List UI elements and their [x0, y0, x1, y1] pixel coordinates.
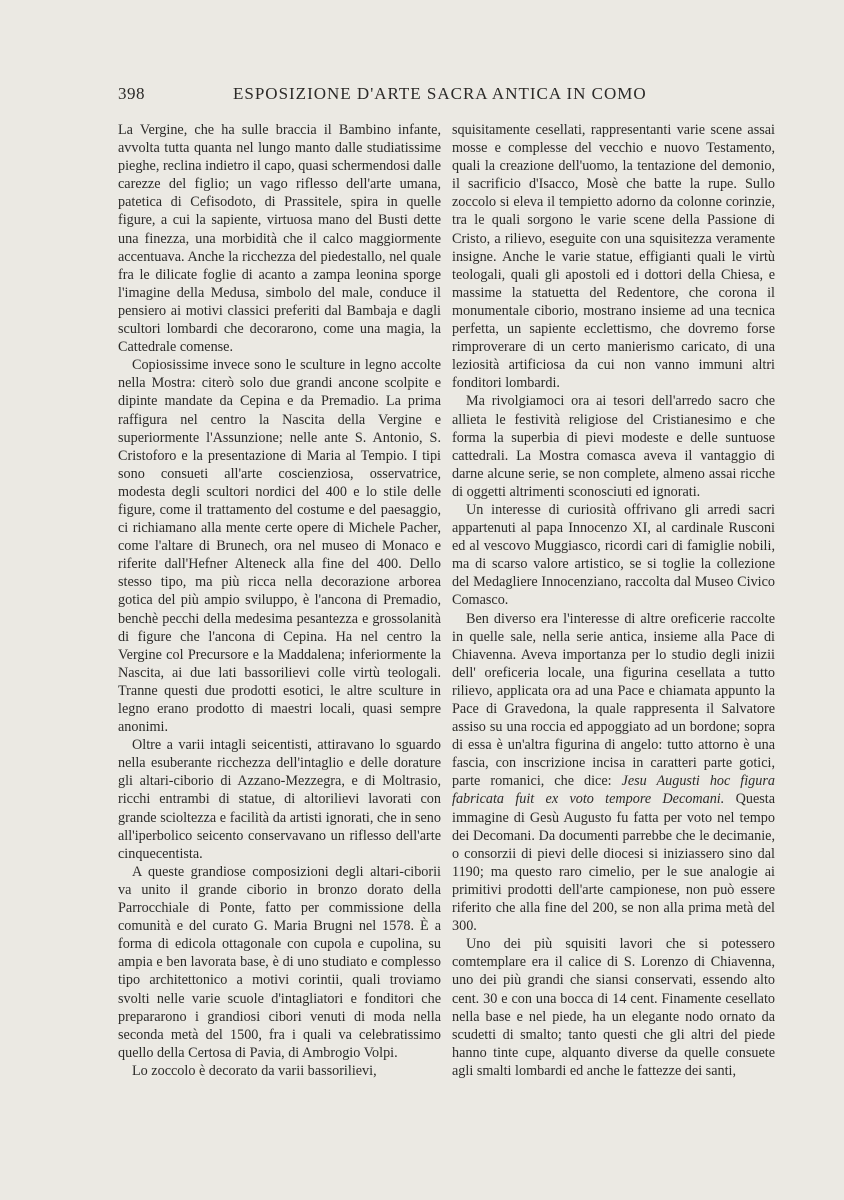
paragraph: Oltre a varii intagli seicentisti, attiravano lo sguardo nella esuberante ricchezza dell'intaglio e delle dorature gli altari-ciborio di Azzano-Mezzegra, e di Moltrasio, ricchi entrambi di statue, di altorilievi lavorati con grande scioltezza e facilità da artisti ignorati, che in seno all'iperbolico seicento conservavano un riflesso dell'arte cinquecentista. [118, 737, 441, 862]
right-column [452, 121, 775, 1080]
page-header [118, 84, 648, 108]
paragraph: squisitamente cesellati, rappresentanti varie scene assai mosse e complesse del vecchio e nuovo Testamento, quali la creazione dell'uomo, la tentazione del demonio, il sacrificio d'Isacco, Mosè che batte la rupe. Sullo zoccolo si eleva il tempietto adorno da colonne corinzie, tra le quali sorgono le varie scene della Passione di Cristo, a rilievo, eseguite con una squisitezza veramente insigne. Anche le varie statue, effigianti quali le virtù teologali, quali gli apostoli ed i dottori della Chiesa, e massime la statuetta del Redentore, che corona il monumentale ciborio, mostrano insieme ad una tecnica perfetta, un sapiente ecclettismo, che dovremo forse rimproverare di un certo manierismo caricato, di una leziosità artificiosa da cui non vanno immuni altri fonditori lombardi. [452, 122, 775, 392]
page-number: 398 [118, 84, 145, 103]
paragraph: Un interesse di curiosità offrivano gli arredi sacri appartenuti al papa Innocenzo XI, al cardinale Rusconi ed al vescovo Muggiasco, ricordi cari di famiglie nobili, ma di scarso valore artistico, se si toglie la collezione del Medagliere Innocenziano, raccolta dal Museo Civico Comasco. [452, 501, 775, 609]
paragraph: Uno dei più squisiti lavori che si potessero comtemplare era il calice di S. Lorenzo di Chiavenna, uno dei più grandi che siansi conservati, essendo alto cent. 30 e con una bocca di 14 cent. Finamente cesellato nella base e nel piede, ha un elegante nodo ornato da scudetti di smalto; tanto questi che gli altri del piede hanno tinte cupe, alquanto diverse da quelle consuete agli smalti lombardi ed anche le fattezze dei santi, [452, 936, 775, 1079]
paragraph: Copiosissime invece sono le sculture in legno accolte nella Mostra: citerò solo due grandi ancone scolpite e dipinte mandate da Cepina e da Premadio. La prima raffigura nel centro la Nascita della Vergine e superiormente l'Assunzione; nelle ante S. Antonio, S. Cristoforo e la presentazione di Maria al Tempio. I tipi sono consueti all'arte coscienziosa, osservatrice, modesta degli scultori nordici del 400 e lo stile delle figure, come il trattamento del costume e del paesaggio, ci richiamano alla mente certe opere di Michele Pacher, come l'altare di Brunech, ora nel museo di Monaco e riferite dall'Hefner Alteneck alla fine del 400. Dello stesso tipo, ma più ricca nella decorazione arborea gotica del più ampio sviluppo, è l'ancona di Premadio, benchè pecchi della medesima pesantezza e grossolanità di figure che l'ancona di Cepina. Ha nel centro la Vergine col Precursore e la Maddalena; inferiormente la Nascita, ai due lati bassorilievi colle virtù teologali. Tranne questi due prodotti esotici, le altre sculture in legno erano prodotto di maestri locali, quasi sempre anonimi. [118, 357, 441, 736]
paragraph: La Vergine, che ha sulle braccia il Bambino infante, avvolta tutta quanta nel lungo manto dalle studiatissime pieghe, reclina indietro il capo, quasi schermendosi dalle carezze del figlio; un vago riflesso dell'arte umana, patetica di Cefisodoto, di Prassitele, spira in quelle figure, a cui la sapiente, virtuosa mano del Busti dette una finezza, una morbidità che il calco maggiormente accentuava. Anche la ricchezza del piedestallo, nel quale fra le dilicate foglie di acanto a zampa leonina sporge l'imagine della Medusa, simbolo del male, conduce il pensiero ai motivi classici preferiti dal Bambaja e dagli scultori lombardi che decorarono, come una magia, la Cattedrale comense. [118, 122, 441, 356]
paragraph-text: Ben diverso era l'interesse di altre oreficerie raccolte in quelle sale, nella serie antica, insieme alla Pace di Chiavenna. Aveva importanza per lo studio degli inizii dell' oreficeria locale, una figurina cesellata a tutto rilievo, applicata ora ad una Pace e chiamata appunto la Pace di Gravedona, la quale rappresenta il Salvatore assiso su una roccia ed appoggiato ad un bordone; sopra di essa è un'altra figurina di angelo: tutto attorno è una fascia, con inscrizione incisa in caratteri parte gotici, parte romanici, che dice: [452, 610, 775, 790]
left-column [118, 121, 441, 1080]
paragraph [452, 610, 775, 936]
running-title: ESPOSIZIONE D'ARTE SACRA ANTICA IN COMO [233, 84, 647, 103]
paragraph: Lo zoccolo è decorato da varii bassorilievi, [132, 1062, 377, 1079]
latin-inscription: Jesu Augusti hoc figura fabricata fuit ex voto tempore Decomani. [452, 773, 775, 808]
paragraph: Ma rivolgiamoci ora ai tesori dell'arredo sacro che allieta le festività religiose del Cristianesimo e che forma la superbia di pievi modeste e delle suntuose cattedrali. La Mostra comasca aveva il vantaggio di darne alcune serie, se non complete, almeno assai ricche di oggetti altrimenti sconosciuti ed ignorati. [452, 393, 775, 500]
paragraph-text: Questa immagine di Gesù Augusto fu fatta per voto nel tempo dei Decomani. Da documenti parrebbe che le decimanie, o consorzii di pievi delle diocesi si iniziassero sino dal 1190; ma questo raro cimelio, per le sue analogie ai primitivi prodotti dell'arte campionese, non può essere riferito che alla fine del 200, se non alla prima metà del 300. [452, 791, 775, 935]
paragraph: A queste grandiose composizioni degli altari-ciborii va unito il grande ciborio in bronzo dorato della Parrocchiale di Ponte, fatto per commissione della comunità e del curato G. Maria Brugni nel 1578. È a forma di edicola ottagonale con cupola e cupolina, su ampia e ben lavorata base, è di uno studiato e complesso tipo architettonico a motivi corintii, quali troviamo svolti nelle varie scuole d'intagliatori e fonditori che prepararono i grandiosi cibori venuti di moda nella seconda metà del 1500, fra i quali va celebratissimo quello della Certosa di Pavia, di Ambrogio Volpi. [118, 863, 441, 1061]
